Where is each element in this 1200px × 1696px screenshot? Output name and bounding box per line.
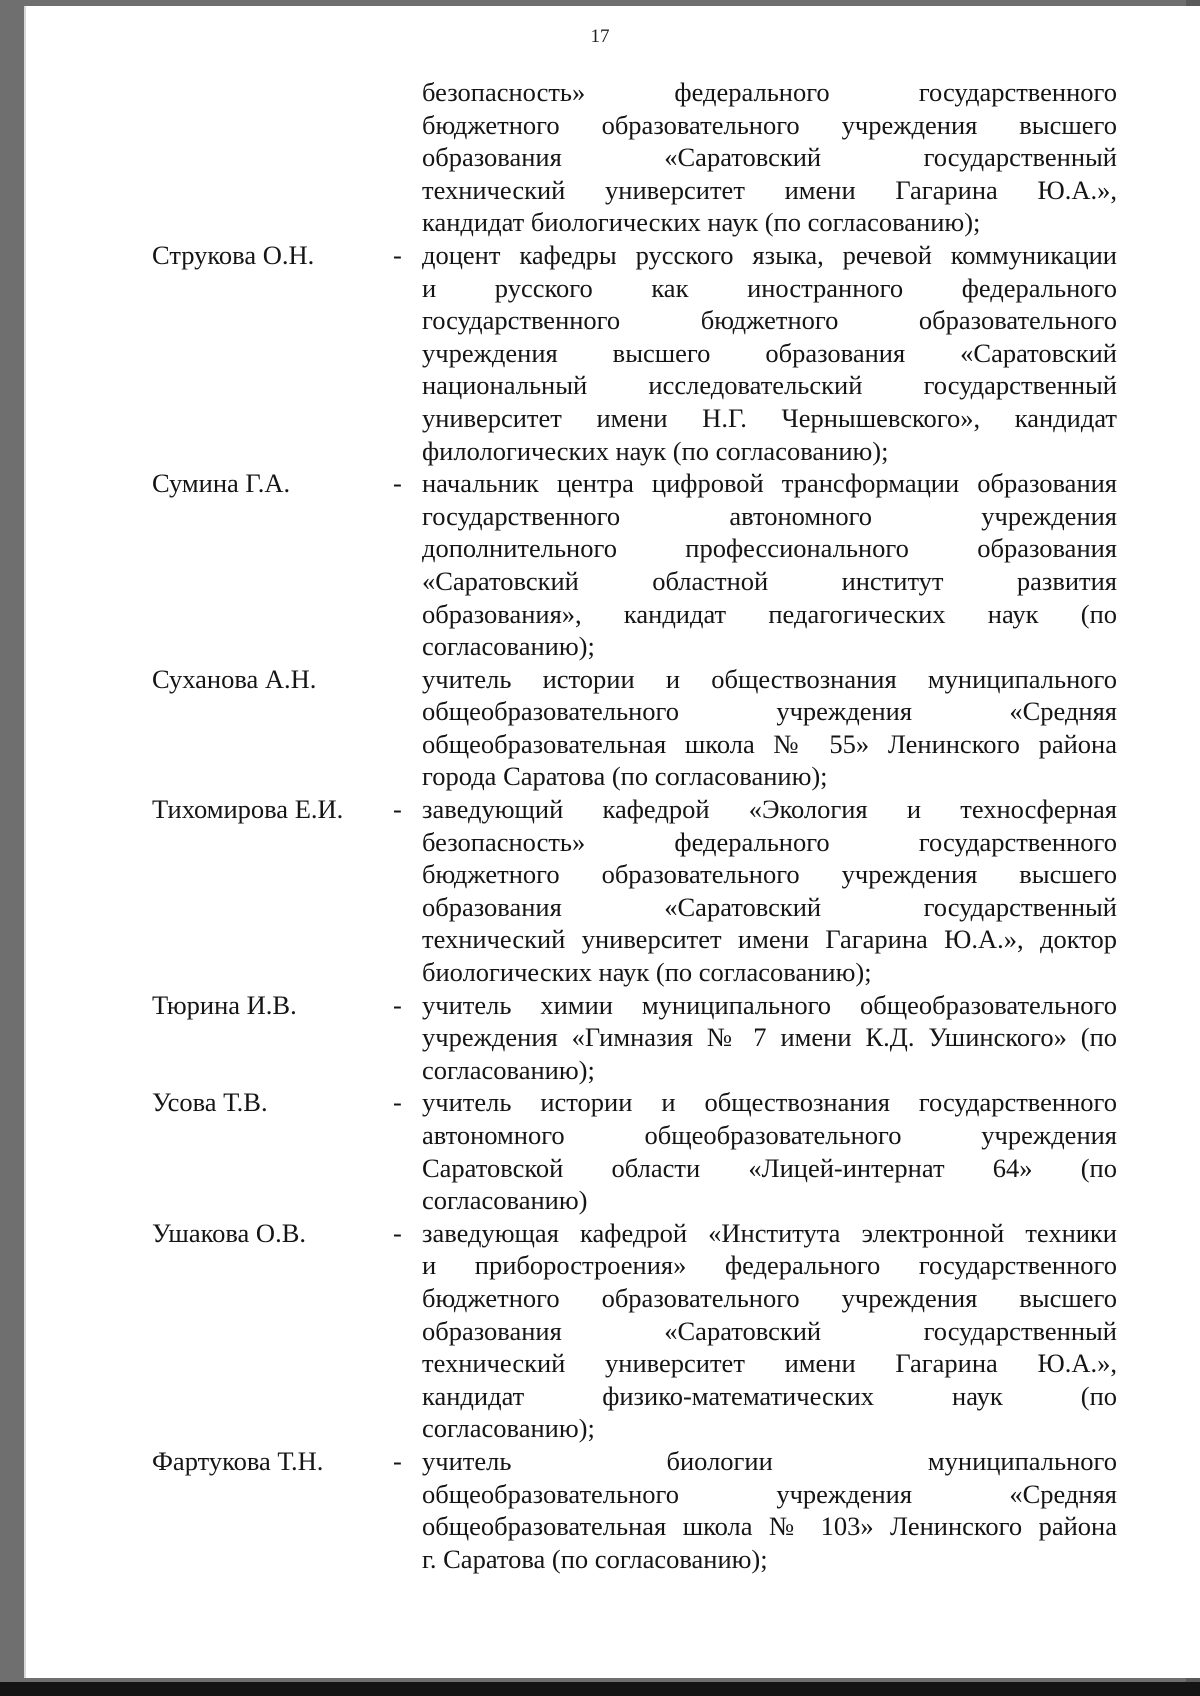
- description-line: учитель истории и обществознания государственного: [422, 1087, 1117, 1118]
- description-line: образования «Саратовский государственный: [422, 142, 1117, 173]
- description-line: Саратовской области «Лицей-интернат 64» (по: [422, 1152, 1117, 1183]
- member-description: [422, 467, 1117, 663]
- description-line: начальник центра цифровой трансформации образования: [422, 468, 1117, 499]
- member-description: [422, 1086, 1117, 1216]
- description-line: заведующая кафедрой «Института электронной техники: [422, 1217, 1117, 1248]
- member-entry: [0, 663, 1200, 793]
- description-line: г. Саратова (по согласованию);: [422, 1543, 768, 1574]
- description-line: согласованию);: [422, 1413, 595, 1444]
- description-line: бюджетного образовательного учреждения высшего: [422, 1282, 1117, 1313]
- description-line: технический университет имени Гагарина Ю.А.»,: [422, 1348, 1117, 1379]
- description-line: технический университет имени Гагарина Ю.А.»,: [422, 174, 1117, 205]
- member-dash: -: [393, 1445, 402, 1476]
- member-dash: -: [393, 468, 402, 499]
- member-entry: [0, 76, 1200, 239]
- page-bottom-edge: [0, 1682, 1200, 1696]
- description-line: технический университет имени Гагарина Ю.А.», доктор: [422, 924, 1117, 955]
- description-line: университет имени Н.Г. Чернышевского», кандидат: [422, 402, 1117, 433]
- description-line: учитель биологии муниципального: [422, 1445, 1117, 1476]
- member-description: [422, 663, 1117, 793]
- member-dash: -: [393, 1087, 402, 1118]
- member-name: Усова Т.В.: [152, 1087, 268, 1118]
- member-name: Фартукова Т.Н.: [152, 1445, 324, 1476]
- description-line: согласованию): [422, 1185, 588, 1216]
- member-name: Суханова А.Н.: [152, 663, 317, 694]
- member-entry: [0, 1445, 1200, 1575]
- description-line: учитель химии муниципального общеобразовательного: [422, 989, 1117, 1020]
- description-line: кандидат биологических наук (по согласованию);: [422, 207, 981, 238]
- description-line: биологических наук (по согласованию);: [422, 957, 872, 988]
- description-line: автономного общеобразовательного учреждения: [422, 1120, 1117, 1150]
- description-line: заведующий кафедрой «Экология и техносферная: [422, 794, 1117, 825]
- description-line: общеобразовательного учреждения «Средняя: [422, 1478, 1117, 1509]
- page-number: 17: [590, 26, 610, 47]
- description-line: «Саратовский областной институт развития: [422, 565, 1117, 596]
- member-name: Струкова О.Н.: [152, 239, 315, 270]
- member-entry: [0, 239, 1200, 467]
- description-line: учреждения «Гимназия № 7 имени К.Д. Ушинского» (по: [422, 1022, 1117, 1053]
- description-line: национальный исследовательский государственный: [422, 370, 1117, 401]
- description-line: общеобразовательная школа № 55» Ленинского района: [422, 728, 1117, 759]
- member-description: [422, 793, 1117, 989]
- description-line: государственного автономного учреждения: [422, 500, 1117, 531]
- description-line: согласованию);: [422, 1054, 595, 1085]
- member-description: [422, 239, 1117, 467]
- description-line: бюджетного образовательного учреждения высшего: [422, 859, 1117, 890]
- description-line: образования «Саратовский государственный: [422, 1315, 1117, 1346]
- member-entry: [0, 793, 1200, 989]
- description-line: дополнительного профессионального образования: [422, 533, 1117, 564]
- member-dash: -: [393, 794, 402, 825]
- member-name: Тихомирова Е.И.: [152, 794, 344, 825]
- description-line: образования», кандидат педагогических наук (по: [422, 598, 1117, 629]
- member-description: [422, 989, 1117, 1087]
- description-line: общеобразовательная школа № 103» Ленинского района: [422, 1511, 1117, 1542]
- description-line: и приборостроения» федерального государственного: [422, 1250, 1117, 1281]
- description-line: общеобразовательного учреждения «Средняя: [422, 696, 1117, 727]
- description-line: безопасность» федерального государственного: [422, 826, 1117, 857]
- description-line: города Саратова (по согласованию);: [422, 761, 828, 792]
- member-dash: -: [393, 1217, 402, 1248]
- member-entry: [0, 1086, 1200, 1216]
- description-line: согласованию);: [422, 631, 595, 662]
- description-line: кандидат физико-математических наук (по: [422, 1380, 1117, 1411]
- member-entry: [0, 989, 1200, 1087]
- description-line: филологических наук (по согласованию);: [422, 435, 889, 466]
- member-description: [422, 1217, 1117, 1445]
- member-name: Ушакова О.В.: [152, 1217, 306, 1248]
- description-line: учитель истории и обществознания муниципального: [422, 663, 1117, 694]
- description-line: государственного бюджетного образовательного: [422, 305, 1117, 336]
- member-name: Сумина Г.А.: [152, 468, 291, 499]
- description-line: доцент кафедры русского языка, речевой коммуникации: [422, 239, 1117, 270]
- description-line: безопасность» федерального государственного: [422, 77, 1117, 107]
- member-dash: -: [393, 989, 402, 1020]
- member-dash: -: [393, 239, 402, 270]
- description-line: учреждения высшего образования «Саратовский: [422, 337, 1117, 368]
- description-line: и русского как иностранного федерального: [422, 272, 1117, 303]
- member-description: [422, 76, 1117, 239]
- member-entry: [0, 467, 1200, 663]
- member-entry: [0, 1217, 1200, 1445]
- description-line: бюджетного образовательного учреждения высшего: [422, 109, 1117, 140]
- description-line: образования «Саратовский государственный: [422, 891, 1117, 922]
- member-name: Тюрина И.В.: [152, 989, 297, 1020]
- member-description: [422, 1445, 1117, 1575]
- commission-member-list: [0, 76, 1200, 1575]
